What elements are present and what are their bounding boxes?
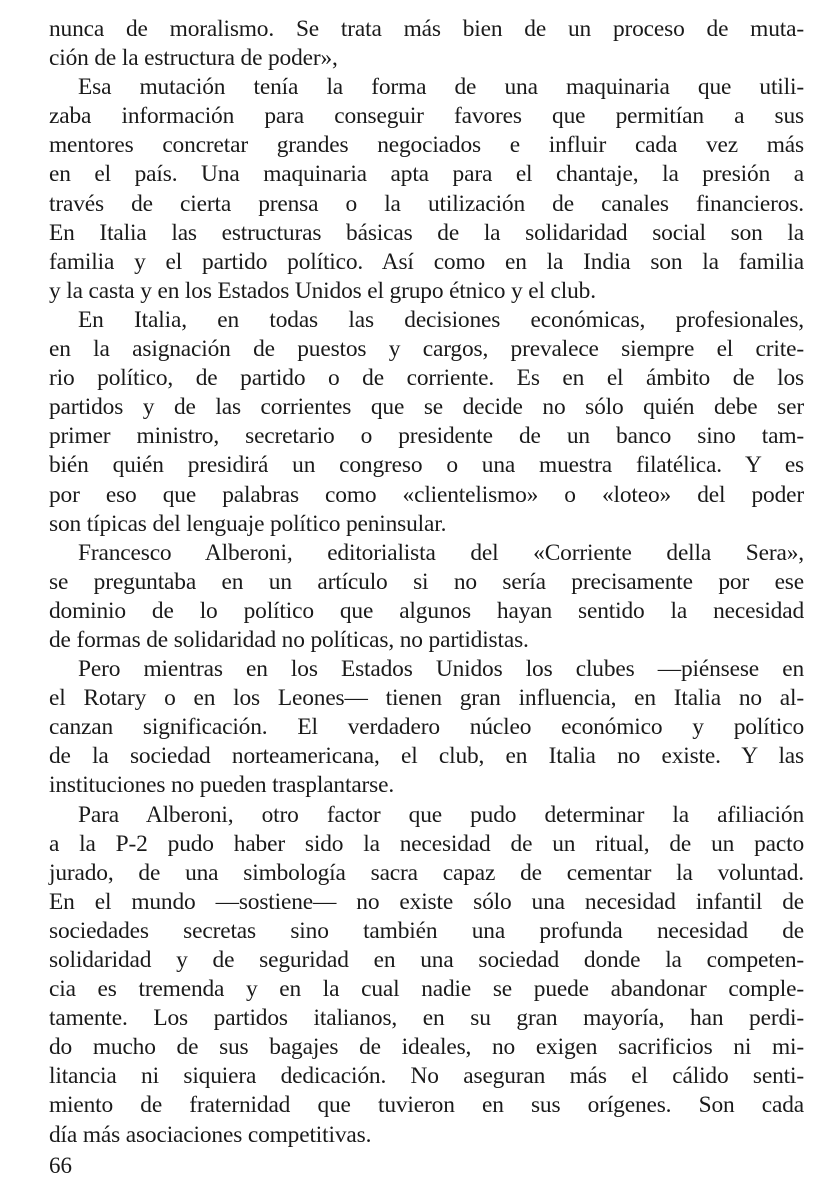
text-line: dominio de lo político que algunos hayan sentido la necesidad xyxy=(49,597,804,624)
text-line: en el país. Una maquinaria apta para el chantaje, la presión a xyxy=(49,161,804,188)
text-line: de formas de solidaridad no políticas, no partidistas. xyxy=(49,626,529,653)
text-line: se preguntaba en un artículo si no sería precisamente por ese xyxy=(49,568,804,595)
text-line: día más asociaciones competitivas. xyxy=(49,1121,372,1148)
text-line: través de cierta prensa o la utilización de canales financieros. xyxy=(49,190,804,217)
text-line: de la sociedad norteamericana, el club, en Italia no existe. Y las xyxy=(49,743,804,770)
text-line: jurado, de una simbología sacra capaz de cementar la voluntad. xyxy=(49,859,804,886)
text-line: Para Alberoni, otro factor que pudo determinar la afiliación xyxy=(78,801,804,828)
text-line: ción de la estructura de poder», xyxy=(49,45,338,72)
text-line: En el mundo —sostiene— no existe sólo una necesidad infantil de xyxy=(49,888,804,915)
paragraph xyxy=(49,655,804,800)
text-line: cia es tremenda y en la cual nadie se puede abandonar comple- xyxy=(49,976,804,1003)
text-line: primer ministro, secretario o presidente de un banco sino tam- xyxy=(49,423,804,450)
text-line: En Italia, en todas las decisiones económicas, profesionales, xyxy=(78,306,804,333)
text-line: en la asignación de puestos y cargos, prevalece siempre el crite- xyxy=(49,336,804,363)
page-body xyxy=(49,15,804,1150)
paragraph xyxy=(49,539,804,655)
text-line: miento de fraternidad que tuvieron en sus orígenes. Son cada xyxy=(49,1092,804,1119)
text-line: instituciones no pueden trasplantarse. xyxy=(49,772,395,799)
text-line: zaba información para conseguir favores que permitían a sus xyxy=(49,103,804,130)
page-number: 66 xyxy=(49,1153,72,1178)
text-line: sociedades secretas sino también una profunda necesidad de xyxy=(49,917,804,944)
text-line: familia y el partido político. Así como en la India son la familia xyxy=(49,248,804,275)
text-line: mentores concretar grandes negociados e influir cada vez más xyxy=(49,132,804,159)
text-line: partidos y de las corrientes que se decide no sólo quién debe ser xyxy=(49,394,804,421)
text-line: el Rotary o en los Leones— tienen gran influencia, en Italia no al- xyxy=(49,685,804,712)
paragraph xyxy=(49,15,804,73)
paragraph xyxy=(49,801,804,1150)
text-line: tamente. Los partidos italianos, en su gran mayoría, han perdi- xyxy=(49,1005,804,1032)
text-line: solidaridad y de seguridad en una sociedad donde la competen- xyxy=(49,947,804,973)
paragraph xyxy=(49,306,804,539)
text-line: Pero mientras en los Estados Unidos los clubes —piénsese en xyxy=(78,656,804,683)
text-line: bién quién presidirá un congreso o una muestra filatélica. Y es xyxy=(49,452,804,479)
text-line: rio político, de partido o de corriente. Es en el ámbito de los xyxy=(49,365,804,392)
text-line: do mucho de sus bagajes de ideales, no exigen sacrificios ni mi- xyxy=(49,1034,804,1061)
text-line: por eso que palabras como «clientelismo» o «loteo» del poder xyxy=(49,481,804,508)
text-line: y la casta y en los Estados Unidos el grupo étnico y el club. xyxy=(49,277,596,304)
text-line: son típicas del lenguaje político peninsular. xyxy=(49,510,447,537)
paragraph xyxy=(49,73,804,306)
text-line: a la P-2 pudo haber sido la necesidad de un ritual, de un pacto xyxy=(49,830,804,857)
text-line: En Italia las estructuras básicas de la solidaridad social son la xyxy=(49,219,804,246)
text-line: canzan significación. El verdadero núcleo económico y político xyxy=(49,714,804,741)
text-line: Esa mutación tenía la forma de una maquinaria que utili- xyxy=(78,74,804,101)
text-line: Francesco Alberoni, editorialista del «Corriente della Sera», xyxy=(78,539,804,566)
text-line: nunca de moralismo. Se trata más bien de un proceso de muta- xyxy=(49,16,804,42)
text-line: litancia ni siquiera dedicación. No aseguran más el cálido senti- xyxy=(49,1063,804,1090)
